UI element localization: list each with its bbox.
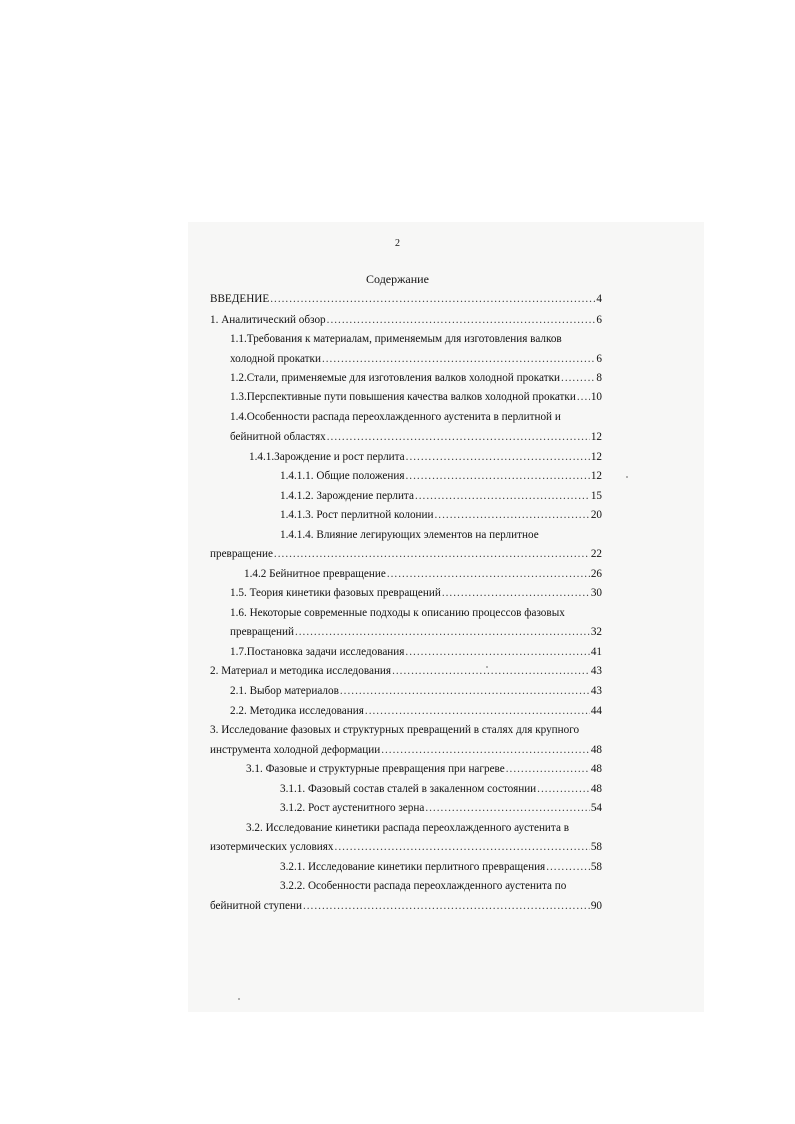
toc-entry-text: превращений: [230, 626, 294, 638]
toc-entry: [246, 762, 602, 776]
toc-entry-page: 90: [590, 900, 602, 912]
scan-speck: [486, 666, 488, 668]
toc-entry-text: 3.2.2. Особенности распада переохлажденного аустенита по: [280, 880, 567, 892]
toc-leader-dots: [365, 704, 590, 718]
toc-leader-dots: [406, 450, 590, 464]
toc-entry: [249, 450, 602, 464]
toc-entry-text: 3.1.1. Фазовый состав сталей в закаленном состоянии: [280, 783, 537, 795]
toc-entry-page: 12: [590, 470, 602, 482]
toc-entry: [280, 489, 602, 503]
toc-entry: [210, 840, 602, 854]
toc-leader-dots: [270, 292, 595, 306]
scan-speck: [626, 476, 628, 478]
toc-entry-text: ВВЕДЕНИЕ: [210, 293, 270, 305]
toc-entry-text: 1.2.Стали, применяемые для изготовления валков холодной прокатки: [230, 372, 561, 384]
toc-entry-text: 2.1. Выбор материалов: [230, 685, 339, 697]
toc-leader-dots: [295, 625, 590, 639]
toc-entry-text: 1.4.1.4. Влияние легирующих элементов на перлитное: [280, 529, 539, 541]
toc-leader-dots: [537, 782, 590, 796]
toc-entry-page: 6: [596, 314, 602, 326]
toc-entry: [210, 743, 602, 757]
toc-entry: [230, 704, 602, 718]
toc-entry-text: 1.4.2 Бейнитное превращение: [244, 568, 386, 580]
toc-entry-text: 2.2. Методика исследования: [230, 705, 364, 717]
toc-entry-page: 6: [596, 353, 602, 365]
toc-entry: [230, 625, 602, 639]
toc-entry-page: 22: [590, 548, 602, 560]
toc-entry: [230, 430, 602, 444]
toc-entry-page: 43: [590, 685, 602, 697]
toc-entry-page: 12: [590, 431, 602, 443]
toc-entry-page: 8: [596, 372, 602, 384]
toc-title: Содержание: [366, 272, 429, 286]
toc-leader-dots: [506, 762, 590, 776]
toc-entry: [244, 567, 602, 581]
toc-entry-text: инструмента холодной деформации: [210, 744, 381, 756]
toc-entry-page: 54: [590, 802, 602, 814]
toc-entry-page: 43: [590, 665, 602, 677]
toc-entry-text: 1.4.1.3. Рост перлитной колонии: [280, 509, 434, 521]
toc-leader-dots: [381, 743, 590, 757]
toc-leader-dots: [435, 508, 590, 522]
toc-entry-page: 26: [590, 568, 602, 580]
toc-leader-dots: [303, 899, 590, 913]
toc-leader-dots: [387, 567, 590, 581]
toc-entry: [210, 547, 602, 561]
toc-entry-text: 1.4.1.2. Зарождение перлита: [280, 490, 414, 502]
toc-entry-page: 58: [590, 841, 602, 853]
toc-entry: [230, 684, 602, 698]
toc-entry-text: 2. Материал и методика исследования: [210, 665, 392, 677]
toc-entry-text: 1.4.1.1. Общие положения: [280, 470, 405, 482]
toc-leader-dots: [335, 840, 590, 854]
toc-entry: [210, 292, 602, 306]
toc-leader-dots: [405, 645, 589, 659]
toc-entry-page: 48: [590, 763, 602, 775]
toc-leader-dots: [561, 371, 595, 385]
toc-entry-page: 44: [590, 705, 602, 717]
toc-entry-text: 1. Аналитический обзор: [210, 314, 326, 326]
toc-entry-text: 1.4.Особенности распада переохлажденного аустенита в перлитной и: [230, 411, 561, 423]
toc-leader-dots: [442, 586, 590, 600]
toc-entry: [230, 390, 602, 404]
toc-entry-text: 1.7.Постановка задачи исследования: [230, 646, 405, 658]
toc-entry-page: 58: [590, 861, 602, 873]
toc-entry-text: 3.1. Фазовые и структурные превращения при нагреве: [246, 763, 505, 775]
toc-entry: [280, 469, 602, 483]
toc-entry-page: 20: [590, 509, 602, 521]
toc-entry: [280, 782, 602, 796]
scan-speck: [238, 998, 240, 1000]
toc-leader-dots: [322, 352, 595, 366]
toc-leader-dots: [406, 469, 590, 483]
toc-entry-text: бейнитной ступени: [210, 900, 302, 912]
toc-entry-text: 3.2.1. Исследование кинетики перлитного превращения: [280, 861, 546, 873]
toc-entry-page: 12: [590, 451, 602, 463]
toc-entry-page: 30: [590, 587, 602, 599]
toc-entry-page: 32: [590, 626, 602, 638]
toc-entry: [210, 664, 602, 678]
toc-entry: [230, 645, 602, 659]
toc-entry-text: холодной прокатки: [230, 353, 321, 365]
toc-entry-text: 1.1.Требования к материалам, применяемым для изготовления валков: [230, 333, 562, 345]
toc-entry-text: 1.6. Некоторые современные подходы к описанию процессов фазовых: [230, 607, 565, 619]
toc-entry-text: превращение: [210, 548, 273, 560]
toc-entry-page: 15: [590, 490, 602, 502]
toc-entry: [210, 313, 602, 327]
page-number: 2: [395, 238, 400, 249]
toc-entry-text: 1.4.1.Зарождение и рост перлита: [249, 451, 405, 463]
toc-entry: [280, 508, 602, 522]
toc-leader-dots: [425, 801, 589, 815]
toc-leader-dots: [274, 547, 590, 561]
toc-entry-text: изотермических условиях: [210, 841, 334, 853]
toc-entry-text: 3. Исследование фазовых и структурных превращений в сталях для крупного: [210, 724, 580, 736]
toc-entry-page: 4: [596, 293, 602, 305]
toc-leader-dots: [327, 313, 596, 327]
toc-leader-dots: [577, 390, 590, 404]
toc-entry-page: 48: [590, 783, 602, 795]
toc-entry: [230, 371, 602, 385]
toc-leader-dots: [546, 860, 590, 874]
toc-entry-page: 48: [590, 744, 602, 756]
toc-entry-page: 41: [590, 646, 602, 658]
toc-entry-text: 1.5. Теория кинетики фазовых превращений: [230, 587, 441, 599]
toc-leader-dots: [392, 664, 590, 678]
toc-entry: [280, 801, 602, 815]
toc-entry: [280, 860, 602, 874]
toc-leader-dots: [327, 430, 590, 444]
toc-entry: [230, 352, 602, 366]
toc-entry-text: бейнитной областях: [230, 431, 326, 443]
toc-entry-text: 3.1.2. Рост аустенитного зерна: [280, 802, 425, 814]
toc-leader-dots: [415, 489, 590, 503]
toc-leader-dots: [340, 684, 590, 698]
toc-entry: [210, 899, 602, 913]
toc-entry-text: 1.3.Перспективные пути повышения качества валков холодной прокатки: [230, 391, 576, 403]
toc-entry-page: 10: [590, 391, 602, 403]
toc-entry-text: 3.2. Исследование кинетики распада переохлажденного аустенита в: [246, 822, 569, 834]
toc-entry: [230, 586, 602, 600]
